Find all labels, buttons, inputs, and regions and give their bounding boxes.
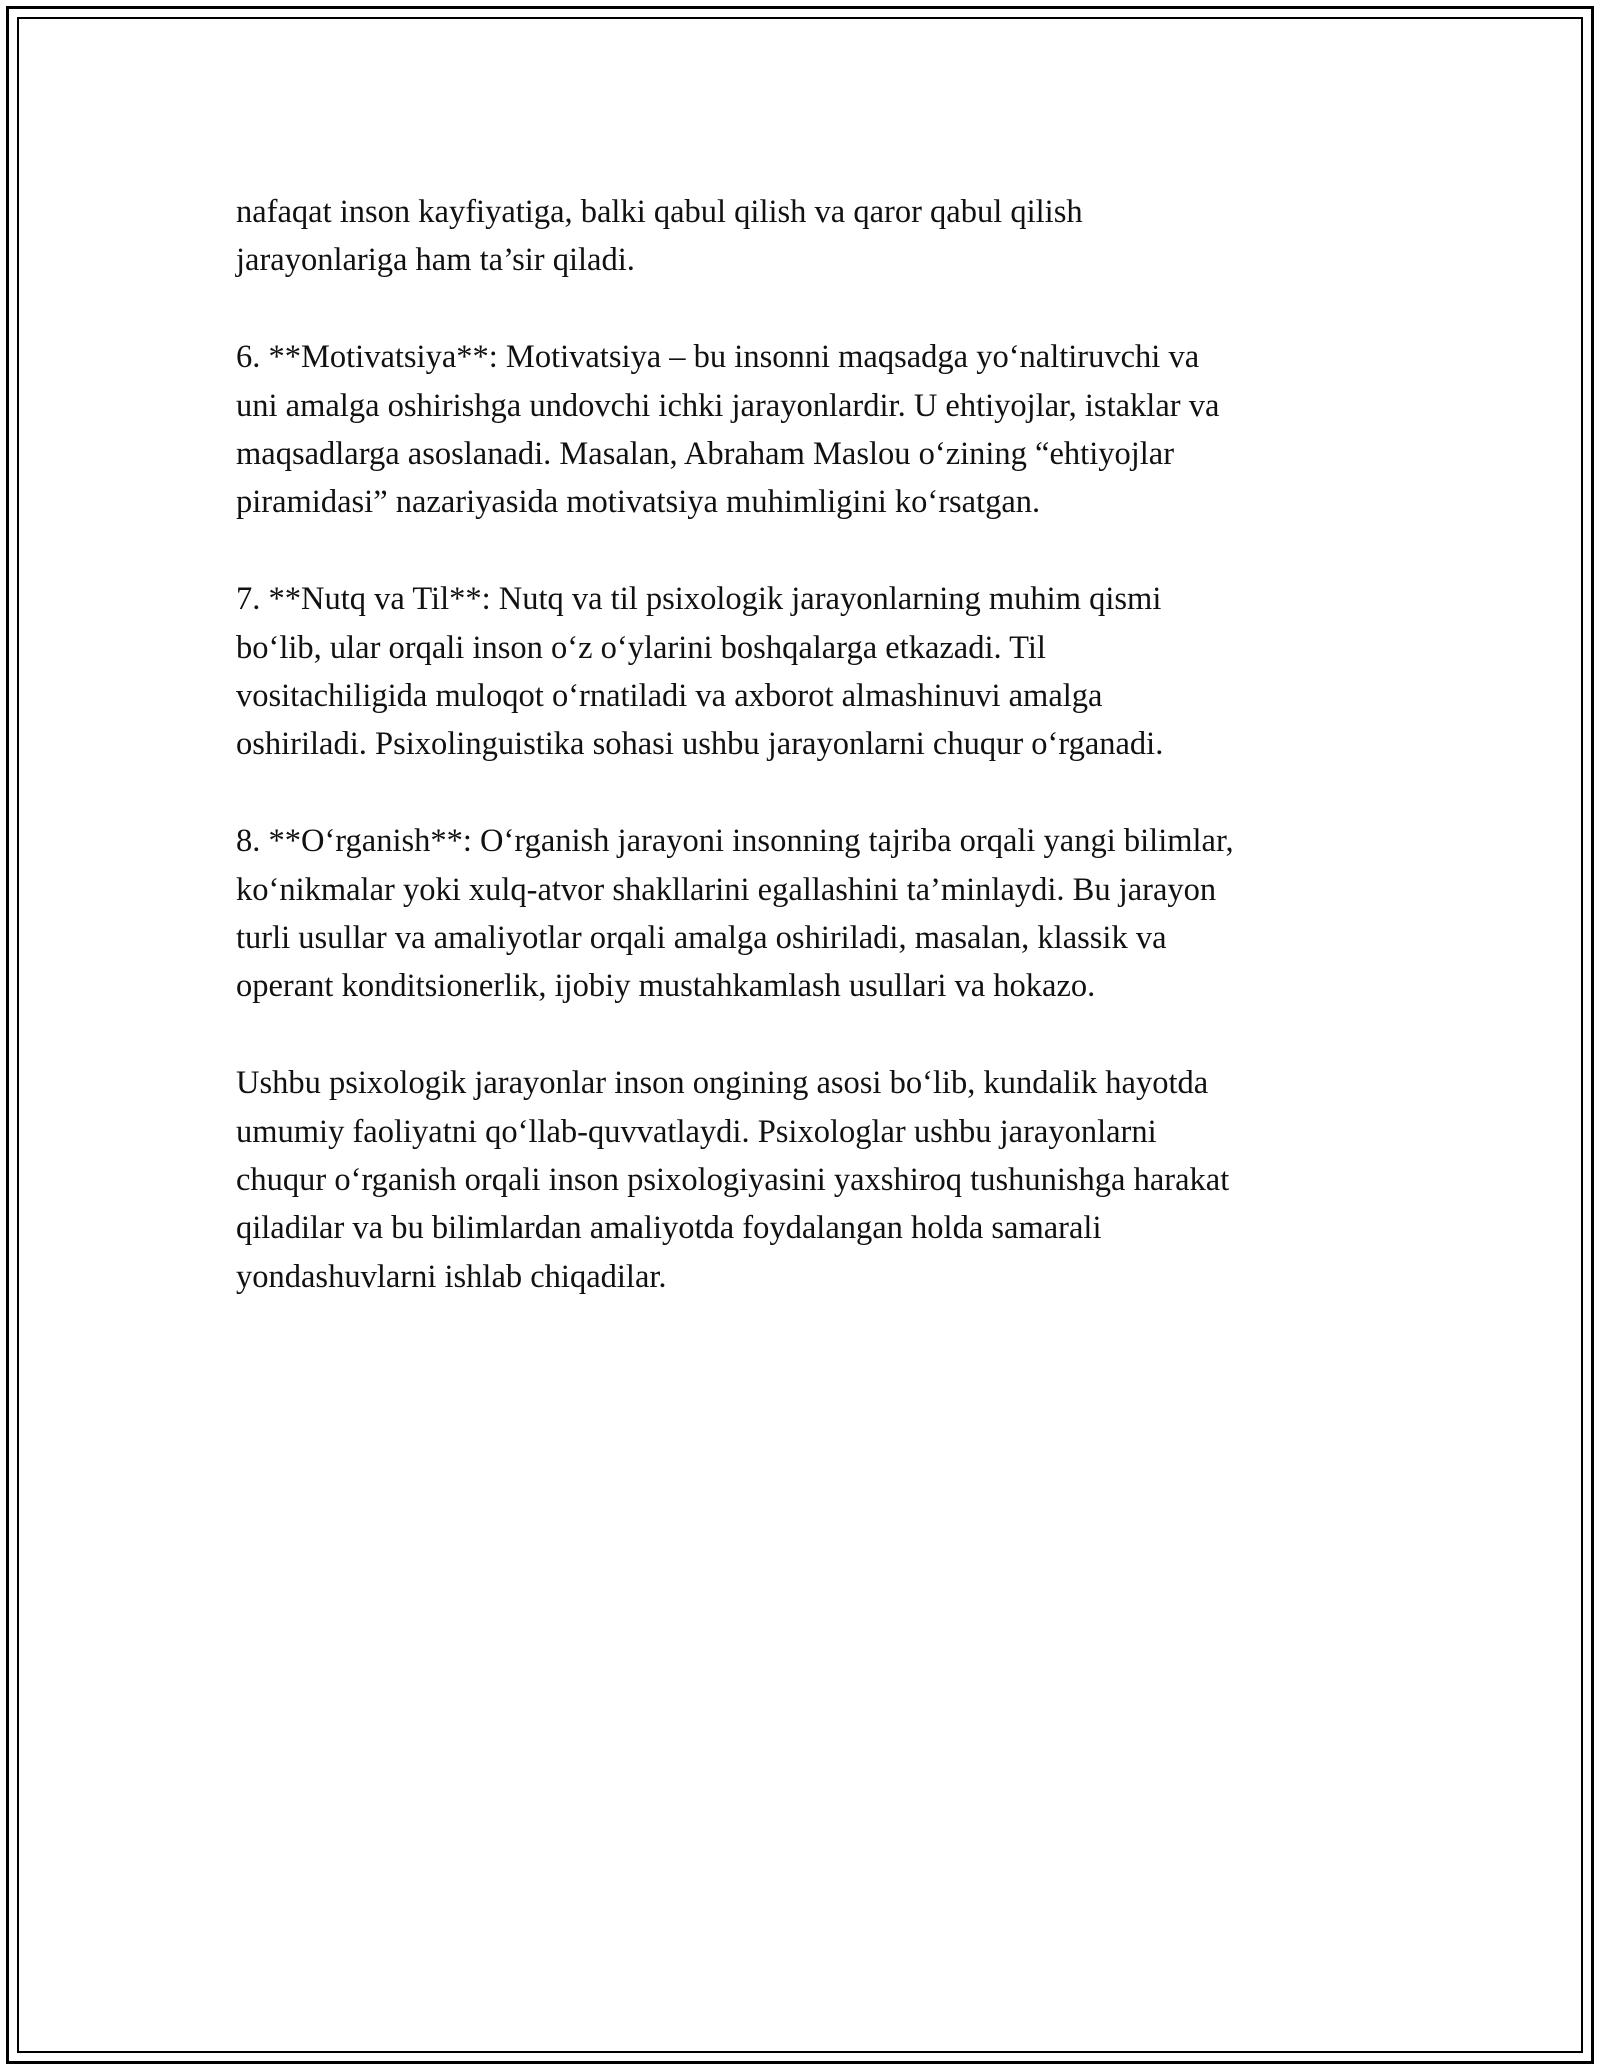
paragraph-conclusion: Ushbu psixologik jarayonlar inson ongining asosi boʻlib, kundalik hayotda umumiy faoliyatni qoʻllab-quvvatlaydi. Psixologlar ushbu jarayonlarni chuqur oʻrganish orqali inson psixologiyasini yaxshiroq tushunishga harakat qiladilar va bu bilimlardan amaliyotda foydalangan holda samarali yondashuvlarni ishlab chiqadilar. — [236, 1065, 1230, 1295]
paragraph-emotion-continuation: nafaqat inson kayfiyatiga, balki qabul qilish va qaror qabul qilish jarayonlariga ham ta’sir qiladi. — [236, 194, 1083, 279]
paragraph-speech-language: 7. **Nutq va Til**: Nutq va til psixologik jarayonlarning muhim qismi boʻlib, ular orqali inson oʻz oʻylarini boshqalarga etkazadi. Til vositachiligida muloqot oʻrnatiladi va axborot almashinuvi amalga oshiriladi. Psixolinguistika sohasi ushbu jarayonlarni chuqur oʻrganadi. — [236, 581, 1164, 763]
document-body — [236, 188, 1386, 1301]
paragraph-motivation: 6. **Motivatsiya**: Motivatsiya – bu insonni maqsadga yoʻnaltiruvchi va uni amalga oshirishga undovchi ichki jarayonlardir. U ehtiyojlar, istaklar va maqsadlarga asoslanadi. Masalan, Abraham Maslou oʻzining “ehtiyojlar piramidasi” nazariyasida motivatsiya muhimligini koʻrsatgan. — [236, 339, 1220, 521]
paragraph-learning: 8. **Oʻrganish**: Oʻrganish jarayoni insonning tajriba orqali yangi bilimlar, koʻnikmalar yoki xulq-atvor shakllarini egallashini ta’minlaydi. Bu jarayon turli usullar va amaliyotlar orqali amalga oshiriladi, masalan, klassik va operant konditsionerlik, ijobiy mustahkamlash usullari va hokazo. — [236, 823, 1234, 1005]
